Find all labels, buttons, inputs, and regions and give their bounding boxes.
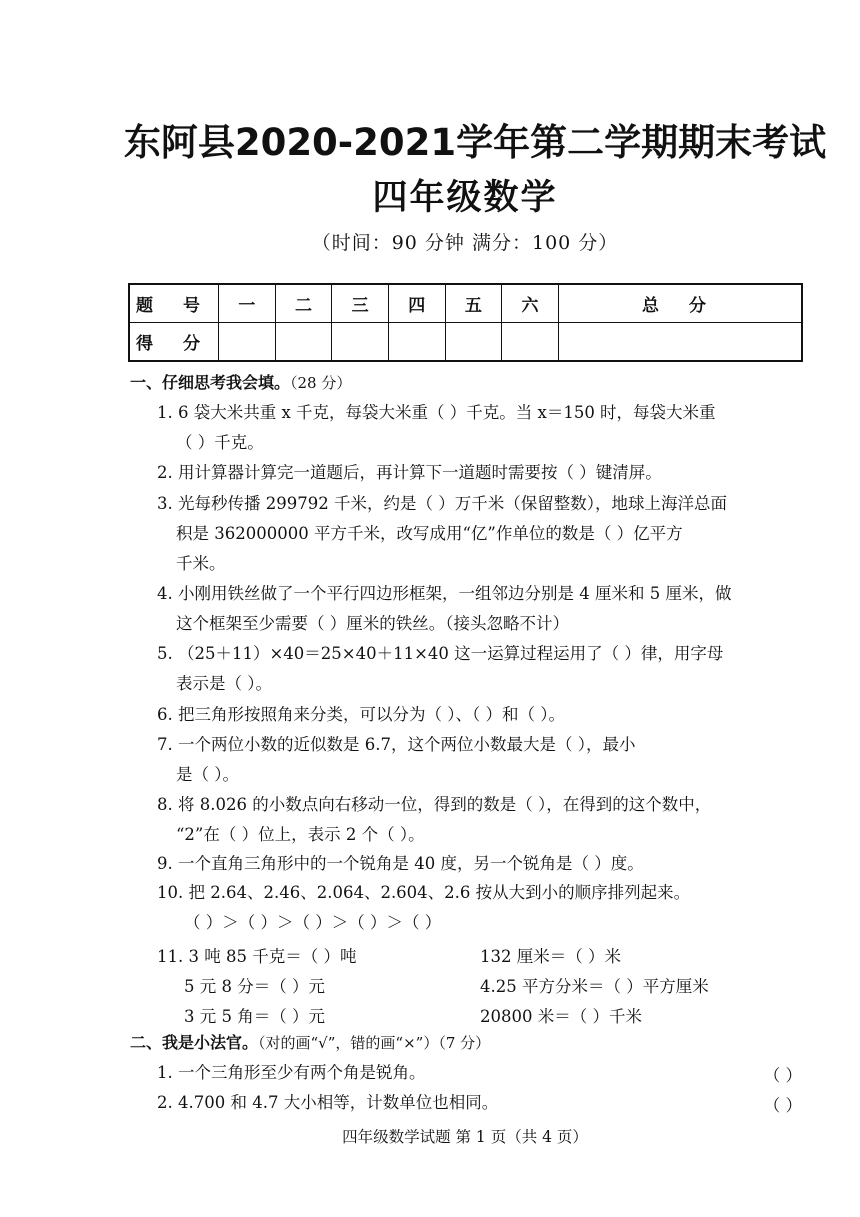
- score-input-4[interactable]: [388, 323, 445, 362]
- score-input-1[interactable]: [219, 323, 276, 362]
- score-row-label: 得 分: [129, 323, 219, 362]
- question-2: 2. 用计算器计算完一道题后，再计算下一道题时需要按（ ）键清屏。: [157, 463, 662, 482]
- score-input-total[interactable]: [558, 323, 802, 362]
- question-1-line-1: 1. 6 袋大米共重 x 千克，每袋大米重（ ）千克。当 x＝150 时，每袋大米重: [157, 403, 716, 422]
- question-6: 6. 把三角形按照角来分类，可以分为（ ）、（ ）和（ ）。: [157, 705, 565, 724]
- question-3-line-1: 3. 光每秒传播 299792 千米，约是（ ）万千米（保留整数），地球上海洋总面: [157, 494, 727, 513]
- section-2-heading: [130, 1032, 490, 1054]
- question-11-left-3: 3 元 5 角＝（ ）元: [184, 1007, 325, 1026]
- score-input-3[interactable]: [332, 323, 389, 362]
- question-11-right-1: 132 厘米＝（ ）米: [480, 947, 621, 966]
- score-cell-2: 二: [275, 284, 332, 323]
- section-1-points: （28 分）: [290, 374, 352, 392]
- question-8-line-1: 8. 将 8.026 的小数点向右移动一位，得到的数是（ ），在得到的这个数中，: [157, 795, 712, 814]
- score-cell-label: 题 号: [129, 284, 219, 323]
- judge-answer-2[interactable]: （ ）: [763, 1096, 802, 1115]
- judge-item-2: 2. 4.700 和 4.7 大小相等，计数单位也相同。: [157, 1093, 499, 1112]
- score-table-header-row: [129, 284, 802, 323]
- question-3-line-3: 千米。: [176, 554, 226, 573]
- section-1-heading: [130, 372, 351, 394]
- question-4-line-2: 这个框架至少需要（ ）厘米的铁丝。（接头忽略不计）: [176, 614, 569, 633]
- score-input-6[interactable]: [502, 323, 559, 362]
- score-table: [128, 283, 803, 362]
- question-5-line-1: 5. （25＋11）×40＝25×40＋11×40 这一运算过程运用了（ ）律，用字母: [157, 644, 724, 663]
- question-11-right-2: 4.25 平方分米＝（ ）平方厘米: [480, 977, 709, 996]
- question-10-line-2: （ ）＞（ ）＞（ ）＞（ ）＞（ ）: [184, 913, 442, 932]
- question-11-left-2: 5 元 8 分＝（ ）元: [184, 977, 325, 996]
- question-3-line-2: 积是 362000000 平方千米，改写成用“亿”作单位的数是（ ）亿平方: [176, 524, 683, 543]
- question-7-line-2: 是（ ）。: [176, 765, 239, 784]
- score-input-5[interactable]: [445, 323, 502, 362]
- page-footer: 四年级数学试题 第 1 页（共 4 页）: [342, 1128, 588, 1146]
- score-cell-3: 三: [332, 284, 389, 323]
- question-11-right-3: 20800 米＝（ ）千米: [480, 1007, 642, 1026]
- question-8-line-2: “2”在（ ）位上，表示 2 个（ ）。: [176, 825, 425, 844]
- exam-title: 东阿县2020-2021学年第二学期期末考试: [123, 121, 827, 164]
- question-9: 9. 一个直角三角形中的一个锐角是 40 度，另一个锐角是（ ）度。: [157, 854, 644, 873]
- section-2-title: 二、我是小法官。: [130, 1033, 259, 1052]
- score-cell-6: 六: [502, 284, 559, 323]
- judge-item-1: 1. 一个三角形至少有两个角是锐角。: [157, 1063, 426, 1082]
- score-input-2[interactable]: [275, 323, 332, 362]
- section-2-note: （对的画“√”，错的画“×”）（7 分）: [258, 1034, 491, 1052]
- score-cell-4: 四: [388, 284, 445, 323]
- question-5-line-2: 表示是（ ）。: [176, 674, 272, 693]
- question-4-line-1: 4. 小刚用铁丝做了一个平行四边形框架，一组邻边分别是 4 厘米和 5 厘米，做: [157, 584, 732, 603]
- time-info: （时间：90 分钟 满分：100 分）: [311, 232, 619, 254]
- question-11-left-1: 11. 3 吨 85 千克＝（ ）吨: [157, 947, 357, 966]
- section-1-title: 一、仔细思考我会填。: [130, 373, 291, 392]
- judge-answer-1[interactable]: （ ）: [763, 1066, 802, 1085]
- exam-subtitle: 四年级数学: [372, 178, 558, 218]
- question-1-line-2: （ ）千克。: [176, 433, 264, 452]
- score-cell-total: 总 分: [558, 284, 802, 323]
- score-table-score-row: [129, 323, 802, 362]
- question-10-line-1: 10. 把 2.64、2.46、2.064、2.604、2.6 按从大到小的顺序排列起来。: [157, 883, 691, 902]
- score-cell-5: 五: [445, 284, 502, 323]
- question-7-line-1: 7. 一个两位小数的近似数是 6.7，这个两位小数最大是（ ），最小: [157, 735, 636, 754]
- score-cell-1: 一: [219, 284, 276, 323]
